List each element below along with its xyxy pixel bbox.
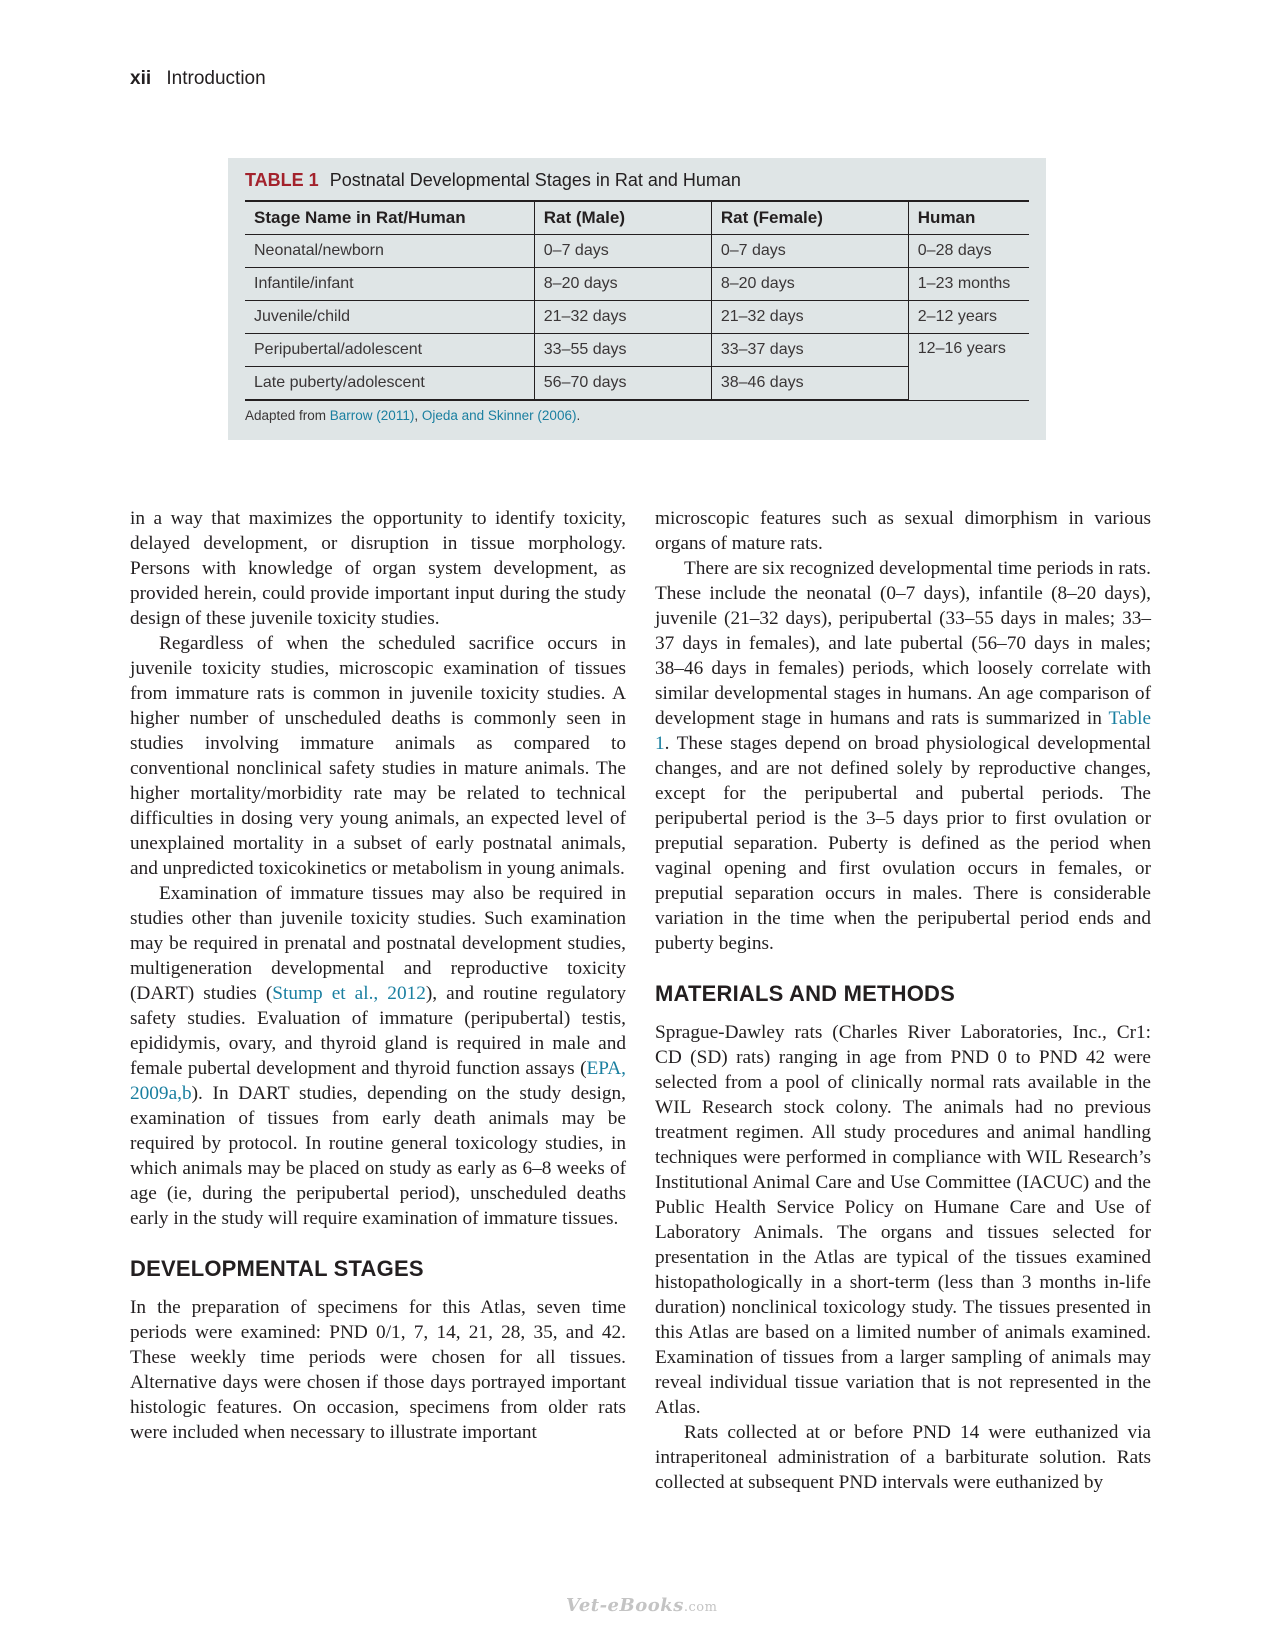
header-stage-name: Stage Name in Rat/Human [245,201,534,235]
paragraph: In the preparation of specimens for this Atlas, seven time periods were examined: PND 0/1, 7, 14, 21, 28, 35, and 42. These weekly time periods were chosen for all tissues. Alternative days were chosen if those days portrayed important histologic features. On occasion, specimens from older rats were included when necessary to illustrate important [130,1297,626,1443]
table-note-suffix: . [576,408,581,423]
cell-stage: Peripubertal/adolescent [245,334,534,367]
page-number: xii [130,68,152,89]
table-title: Postnatal Developmental Stages in Rat and Human [329,170,741,190]
paragraph: Regardless of when the scheduled sacrifice occurs in juvenile toxicity studies, microscopic examination of tissues from immature rats is common in juvenile toxicity studies. A higher number of unscheduled deaths is commonly seen in studies involving immature animals as compared to conventional nonclinical safety studies in mature animals. The higher mortality/morbidity rate may be related to technical difficulties in dosing very young animals, an expected level of unexplained mortality in a subset of early postnatal animals, and unpredicted toxicokinetics or metabolism in young animals. [130,633,626,879]
watermark-logo [566,1595,717,1616]
paragraph: Rats collected at or before PND 14 were euthanized via intraperitoneal administration of a barbiturate solution. Rats collected at subsequent PND intervals were euthanized by [655,1422,1151,1493]
cell-stage: Late puberty/adolescent [245,367,534,401]
cell-human: 1–23 months [908,268,1029,301]
paragraph-text: There are six recognized developmental time periods in rats. These include the neonatal (0–7 days), infantile (8–20 days), juvenile (21–32 days), peripubertal (33–55 days in males; 33–37 days in females), and late pubertal (56–70 days in males; 38–46 days in females) periods, which loosely correlate with similar developmental stages in humans. An age comparison of development stage in humans and rats is summarized in [655,558,1151,729]
ojeda-skinner-2006-link[interactable]: Ojeda and Skinner (2006) [421,408,577,423]
cell-rat-male: 0–7 days [534,235,711,268]
cell-rat-male: 33–55 days [534,334,711,367]
cell-rat-female: 21–32 days [711,301,908,334]
table-row [245,268,1029,301]
running-head [130,68,266,90]
header-rat-female: Rat (Female) [711,201,908,235]
cell-rat-female: 0–7 days [711,235,908,268]
barrow-2011-link[interactable]: Barrow (2011) [329,408,415,423]
right-column [655,506,1151,1495]
table-header-row [245,201,1029,235]
watermark-main: Vet-eBooks [566,1595,684,1616]
section-heading-developmental-stages: DEVELOPMENTAL STAGES [130,1256,424,1281]
stages-table [245,200,1029,401]
table-1-link[interactable]: Table 1 [655,708,1151,754]
cell-stage: Infantile/infant [245,268,534,301]
paragraph-text: Examination of immature tissues may also be required in studies other than juvenile toxicity studies. Such examination may be required in prenatal and postnatal development studies, multigeneration developmental and reproductive toxicity (DART) studies ( [130,883,626,1004]
cell-rat-male: 56–70 days [534,367,711,401]
table-row [245,334,1029,367]
table-row [245,301,1029,334]
cell-human: 0–28 days [908,235,1029,268]
paragraph [130,881,626,1231]
table-note-separator: , [414,408,422,423]
paragraph: Sprague-Dawley rats (Charles River Laboratories, Inc., Cr1: CD (SD) rats) ranging in age from PND 0 to PND 42 were selected from a pool of clinically normal rats available in the WIL Research stock colony. The animals had no previous treatment regimen. All study procedures and animal handling techniques were performed in compliance with WIL Research’s Institutional Animal Care and Use Committee (IACUC) and the Public Health Service Policy on Humane Care and Use of Laboratory Animals. The organs and tissues selected for presentation in the Atlas are typical of the tissues examined histopathologically in a short-term (less than 3 months in-life duration) nonclinical toxicology study. The tissues presented in this Atlas are based on a limited number of animals examined. Examination of tissues from a larger sampling of animals may reveal individual tissue variation that is not represented in the Atlas. [655,1022,1151,1418]
paragraph-text: . These stages depend on broad physiological developmental changes, and are not defined solely by reproductive changes, except for the peripubertal and pubertal periods. The peripubertal period is the 3–5 days prior to first ovulation or preputial separation. Puberty is defined as the period when vaginal opening and first ovulation occurs in females, or preputial separation occurs in males. There is considerable variation in the time when the peripubertal period ends and puberty begins. [655,733,1151,954]
cell-stage: Juvenile/child [245,301,534,334]
header-rat-male: Rat (Male) [534,201,711,235]
section-heading-materials-methods: MATERIALS AND METHODS [655,981,955,1006]
cell-rat-female: 8–20 days [711,268,908,301]
table-caption [245,170,741,191]
paragraph-text: ), and routine regulatory safety studies. Evaluation of immature (peripubertal) testis, epididymis, ovary, and thyroid gland is required in male and female pubertal development and thyroid function assays ( [130,983,626,1079]
table-row [245,235,1029,268]
cell-rat-male: 21–32 days [534,301,711,334]
paragraph: in a way that maximizes the opportunity to identify toxicity, delayed development, or disruption in tissue morphology. Persons with knowledge of organ system development, as provided herein, could provide important input during the study design of these juvenile toxicity studies. [130,508,626,629]
paragraph-text: ). In DART studies, depending on the study design, examination of tissues from early death animals may be required by protocol. In routine general toxicology studies, in which animals may be placed on study as early as 6–8 weeks of age (ie, during the peripubertal period), unscheduled deaths early in the study will require examination of immature tissues. [130,1083,626,1229]
left-column [130,506,626,1445]
watermark-tail: .com [683,1600,718,1615]
table-1-box [228,158,1046,440]
table-source-note [245,408,580,423]
epa-2009-link[interactable]: EPA, 2009a,b [130,1058,626,1104]
header-human: Human [908,201,1029,235]
stump-2012-link[interactable]: Stump et al., 2012 [272,983,426,1004]
cell-human: 2–12 years [908,301,1029,334]
cell-stage: Neonatal/newborn [245,235,534,268]
paragraph: microscopic features such as sexual dimorphism in various organs of mature rats. [655,508,1151,554]
cell-rat-male: 8–20 days [534,268,711,301]
table-label: TABLE 1 [245,170,319,190]
paragraph [655,556,1151,956]
cell-human: 12–16 years [908,334,1029,401]
running-head-title: Introduction [166,68,266,89]
cell-rat-female: 38–46 days [711,367,908,401]
cell-rat-female: 33–37 days [711,334,908,367]
table-note-prefix: Adapted from [245,408,330,423]
